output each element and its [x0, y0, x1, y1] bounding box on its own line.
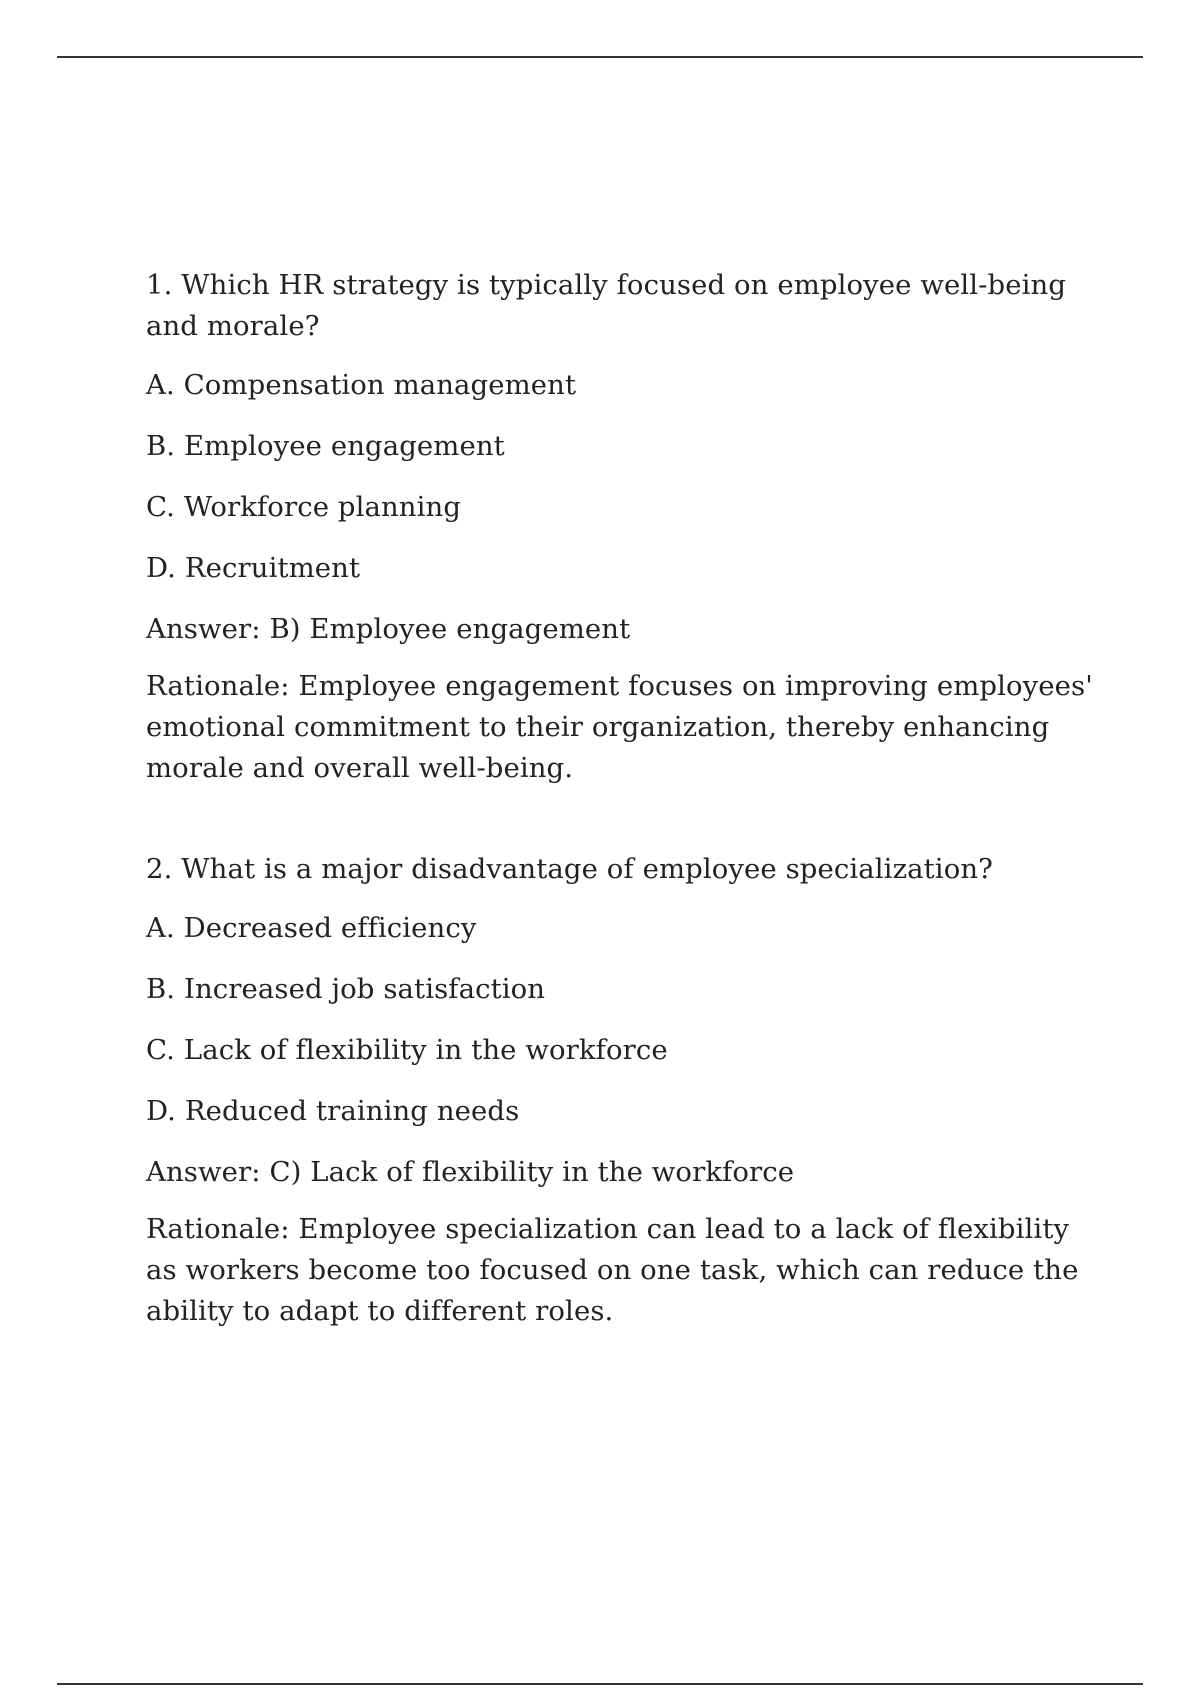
option-a: A. Compensation management [146, 369, 577, 401]
question-text: 2. What is a major disadvantage of employee specialization? [146, 853, 994, 885]
rationale-text: Rationale: Employee engagement focuses on improving employees' emotional commitment to their organization, thereby enhancing morale and overall well-being. [146, 670, 1093, 784]
question-text: 1. Which HR strategy is typically focused on employee well-being and morale? [146, 269, 1067, 342]
answer-text: Answer: C) Lack of flexibility in the workforce [146, 1156, 795, 1188]
option-c: C. Lack of flexibility in the workforce [146, 1034, 668, 1066]
question-block-2 [146, 849, 1096, 1332]
answer-text: Answer: B) Employee engagement [146, 613, 631, 645]
option-d: D. Reduced training needs [146, 1095, 520, 1127]
option-b: B. Increased job satisfaction [146, 973, 546, 1005]
header-rule [57, 56, 1143, 58]
document-body [146, 265, 1096, 1332]
option-b: B. Employee engagement [146, 430, 505, 462]
option-d: D. Recruitment [146, 552, 361, 584]
footer-rule [57, 1683, 1143, 1685]
rationale-text: Rationale: Employee specialization can lead to a lack of flexibility as workers become too focused on one task, which can reduce the ability to adapt to different roles. [146, 1213, 1079, 1327]
option-c: C. Workforce planning [146, 491, 462, 523]
option-a: A. Decreased efficiency [146, 912, 477, 944]
question-block-1 [146, 265, 1096, 789]
